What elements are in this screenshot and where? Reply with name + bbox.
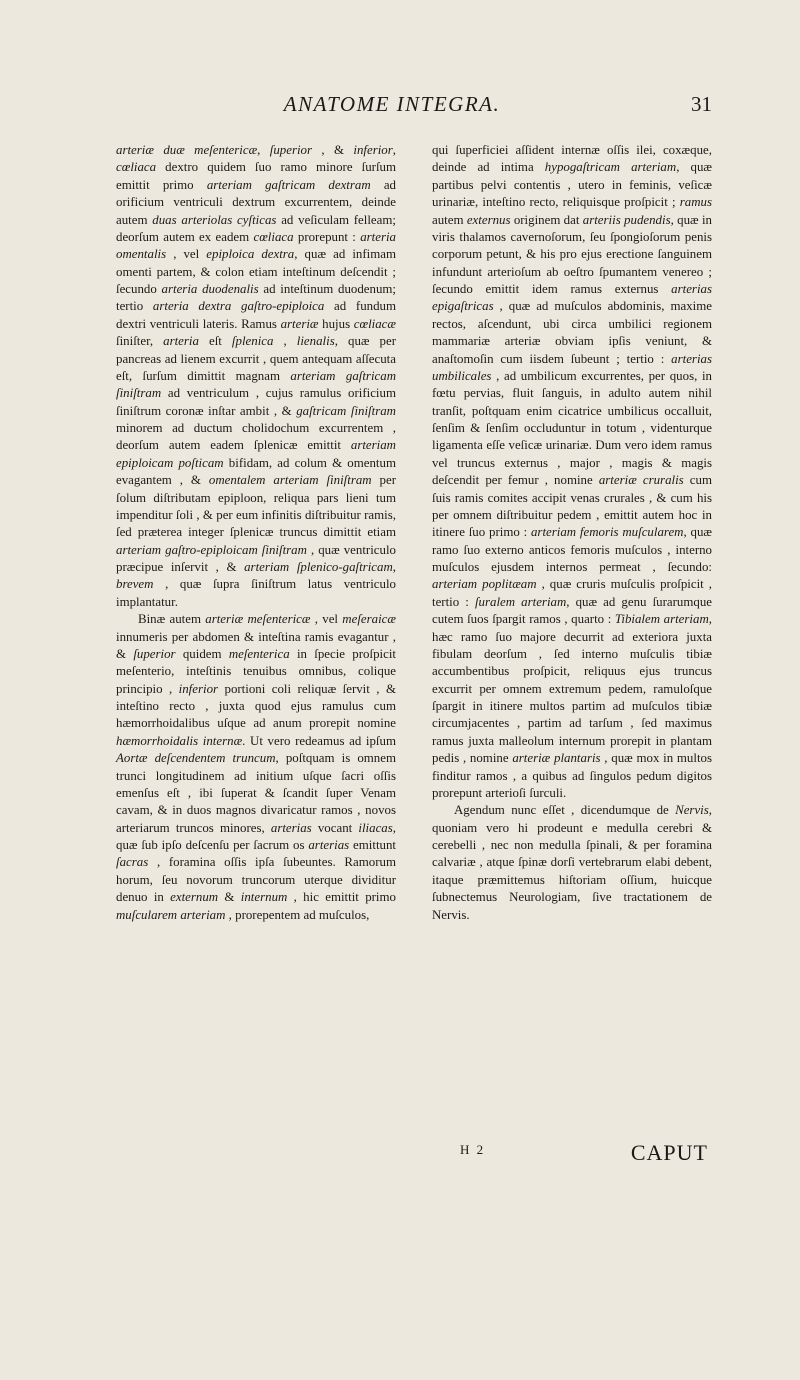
italic-text-run: meſeraicæ <box>342 612 396 627</box>
text-run: ad orificium ventriculi dextrum excurrentem, deinde autem <box>116 177 396 227</box>
italic-text-run: cœliacæ <box>353 316 396 331</box>
text-run: , vel <box>310 612 343 627</box>
italic-text-run: Aortæ deſcendentem truncum <box>116 751 276 766</box>
text-run: emittunt <box>349 838 397 852</box>
italic-text-run: externus <box>466 212 511 227</box>
italic-text-run: hæmorrhoidalis internæ <box>116 733 243 748</box>
text-run: ad fundum dextri ventriculi lateris. Ramus <box>116 299 397 331</box>
italic-text-run: ſuperior <box>133 646 176 661</box>
text-run: , quæ in viris thalamos cavernoſorum, ſeu ſpongioſorum penis corporum petunt, & his pro ejus erectione ſanguinem infundunt arterioſum ab oeſtro ſpumantem venereo ; ſecundo emittit idem ramus externus <box>432 212 712 296</box>
text-run: minorem ad ductum cholidochum excurrentem , deorſum autem eadem ſplenicæ emittit <box>116 421 396 453</box>
italic-text-run: ſplenica <box>231 334 274 349</box>
italic-text-run: arteriam epiploicam poſticam <box>116 438 396 470</box>
text-run: portioni coli reliquæ ſervit , & inteſtino recto , juxta quod ejus ramulus cum hæmorrhoidalibus uſque ad anum prorepit nomine <box>116 681 396 731</box>
italic-text-run: lienalis <box>296 334 335 349</box>
italic-text-run: externum <box>170 890 219 905</box>
text-run: , quæ partibus pelvi contentis , utero in feminis, veſicæ urinariæ, inteſtino recto, reliquisque proſpicit ; <box>432 160 712 210</box>
catchword: CAPUT <box>630 1140 708 1165</box>
text-run: prorepunt : <box>293 229 361 244</box>
italic-text-run: arteriam gaſtricam ſiniſtram <box>116 368 397 401</box>
text-run: , quæ ſupra ſiniſtrum latus ventriculo implantatur. <box>116 577 396 609</box>
italic-text-run: brevem <box>116 577 154 592</box>
text-run: , vel <box>166 247 207 262</box>
text-run: , prorepentem ad muſculos, <box>225 907 370 922</box>
text-run: vocant <box>311 820 359 835</box>
text-run: , foramina oſſis ipſa ſubeuntes. Ramorum horum, ſeu novorum truncorum uterque dividitur denuo in <box>116 855 396 905</box>
text-run: & <box>218 890 241 905</box>
signature-mark: H 2 <box>460 1142 486 1157</box>
left-paragraph-1 <box>116 142 396 611</box>
text-run: dextro quidem ſuo ramo minore ſurſum emittit primo <box>116 160 396 192</box>
italic-text-run: internum <box>240 890 288 905</box>
text-run: eſt <box>198 334 232 349</box>
italic-text-run: inferior <box>178 681 219 696</box>
italic-text-run: ſuperior <box>269 143 313 157</box>
italic-text-run: ſacras <box>116 855 149 870</box>
italic-text-run: arteriæ plantaris <box>512 751 601 766</box>
text-run: , quæ ſub ipſo deſcenſu per ſacrum os <box>116 820 396 852</box>
text-run: innumeris per abdomen & inteſtina ramis evagantur , & <box>116 629 396 661</box>
italic-text-run: arteria duodenalis <box>161 282 259 296</box>
text-run: , <box>273 334 297 349</box>
italic-text-run: arteriam gaſtricam dextram <box>206 177 371 192</box>
italic-text-run: duas arteriolas cyſticas <box>152 212 277 227</box>
italic-text-run: ſuralem arteriam <box>474 594 567 609</box>
italic-text-run: cœliaca <box>116 160 157 175</box>
italic-text-run: hypogaſtricam arteriam <box>544 160 677 175</box>
italic-text-run: arteriam ſplenico-gaſtricam <box>244 560 393 574</box>
page-number: 31 <box>691 92 712 116</box>
text-run: , ad umbilicum excurrentes, per quos, in fœtu pervias, fluit ſanguis, in adulto autem nihil tranſit, poſtquam enim cicatrice umbilicus occalluit, ſenſim & ſenſim occluduntur in totum , videnturque ligamenta eſſe veſicæ urinariæ. Dum vero idem ramus vel truncus externus , major , magis & magis deſcendit per femur , nomine <box>432 368 712 488</box>
text-run: , quæ mox in multos finditur ramos , a quibus ad ſingulos pedum digitos prorepunt arterioſi ſurculi. <box>432 751 712 800</box>
text-run: cum ſuis ramis comites accipit venas crurales , & cum his per omnem diſtribuitur pedem , emittit autem hoc in itinere ſuo primo : <box>432 473 712 540</box>
italic-text-run: cœliaca <box>253 229 294 244</box>
text-run: , quæ ventriculo præcipue inſervit , & <box>116 542 396 574</box>
text-run: , hæc ramo ſuo majore decurrit ad exteriora juxta fibulam deorſum , ſed interno muſculis tibiæ accumbentibus proſpicit, reliquus ejus truncus excurrit per omnem extremum pedem, ramuloſque ſpargit in itinere multos partim ad muſculos tibiæ circumjacentes , partim ad tarſum , ſed maximus ramus juxta malleolum internum prorepit in plantam pedis , nomine <box>432 612 712 766</box>
text-run: per ſolum diſtributam epiploon, reliqua pars lieni tum impenditur ſoli , & per eum infinitis diſtribuitur ramis, ſed præterea integer ſplenicæ truncus dimittit etiam <box>116 473 396 540</box>
text-run: , <box>392 143 396 157</box>
italic-text-run: arteriæ cruralis <box>598 473 684 488</box>
italic-text-run: arteriæ <box>280 316 319 331</box>
italic-text-run: meſenterica <box>228 646 290 661</box>
italic-text-run: arteriis pudendis <box>582 212 671 227</box>
running-title: ANATOME INTEGRA. <box>283 92 501 116</box>
italic-text-run: arteriam poplitæam <box>432 577 537 592</box>
page-header <box>112 92 712 132</box>
italic-text-run: arteriam gaſtro-epiploicam ſiniſtram <box>116 542 307 557</box>
text-run: , quæ per pancreas ad lienem excurrit , quem antequam aſſecuta eſt, ſurſum dimittit magnam <box>116 334 396 383</box>
text-run: , <box>257 143 270 157</box>
text-run: autem <box>432 212 467 227</box>
italic-text-run: Tibialem arteriam <box>614 612 709 627</box>
italic-text-run: arterias <box>308 838 350 852</box>
text-run: , quoniam vero hi prodeunt e medulla cerebri & cerebelli , nec non medulla ſpinali, & per foramina calvariæ , atque ſpinæ dorſi vertebrarum elabi debent, itaque præmittemus hiſtoriam oſſium, huicque ſubnectemus Neurologiam, ſive tractationem de Nervis. <box>432 803 712 922</box>
text-run: . Ut vero redeamus ad ipſum <box>242 733 396 748</box>
text-run: bifidam, ad colum & omentum evagantem , & <box>116 455 396 488</box>
italic-text-run: arterias <box>270 820 312 835</box>
text-run: , <box>392 560 396 574</box>
text-run: in ſpecie proſpicit meſenterio, inteſtinis tenuibus omnibus, colique principio , <box>116 646 396 696</box>
text-run: , quæ ad genu ſurarumque cutem ſuos ſpargit ramos , quarto : <box>432 594 712 627</box>
text-run: quidem <box>175 646 229 661</box>
italic-text-run: muſcularem arteriam <box>116 907 226 922</box>
italic-text-run: arteria omentalis <box>116 229 396 262</box>
left-column <box>116 142 396 924</box>
italic-text-run: Nervis <box>675 803 709 818</box>
text-run: , & <box>312 143 354 157</box>
text-run: ſiniſter, <box>116 334 164 349</box>
italic-text-run: ramus <box>679 195 712 210</box>
right-paragraph-2 <box>432 802 712 924</box>
text-run: originem dat <box>510 212 583 227</box>
italic-text-run: arteria <box>163 334 199 349</box>
italic-text-run: arteriæ meſentericæ <box>205 612 311 627</box>
text-run: , quæ ad muſculos abdominis, maxime rectos, aſcendunt, ubi circa umbilici regionem mammariæ arteriæ obviam ipſis veniunt, & anaſtomoſin cum iisdem ſubeunt ; tertio : <box>432 299 712 366</box>
text-run: Binæ autem <box>138 612 206 627</box>
text-run: , quæ ramo ſuo externo anticos femoris muſculos , interno muſculos ejusdem internos permeat , ſecundo: <box>432 525 712 574</box>
italic-text-run: arterias umbilicales <box>432 351 712 383</box>
italic-text-run: inferior <box>353 143 393 157</box>
text-run: ad veſiculam felleam; deorſum autem ex eadem <box>116 212 396 244</box>
right-paragraph-1 <box>432 142 712 802</box>
text-run: Agendum nunc eſſet , dicendumque de <box>454 803 676 818</box>
italic-text-run: arterias epigaſtricas <box>432 282 712 314</box>
italic-text-run: arteriam femoris muſcularem <box>530 525 684 540</box>
left-paragraph-2 <box>116 611 396 924</box>
page-footer <box>432 1140 712 1170</box>
italic-text-run: omentalem arteriam ſiniſtram <box>208 473 372 488</box>
text-run: ad ventriculum , cujus ramulus orificium ſiniſtrum coronæ inſtar ambit , & <box>116 386 396 418</box>
text-run: , poſtquam is omnem trunci longitudinem ad initium uſque ſacri oſſis emenſus eſt , ibi ſuperat & ſcandit ſuper Venam cavam, & in duos magnos divaricatur ramos , novos arteriarum truncos minores, <box>116 751 396 835</box>
text-run: , hic emittit primo <box>287 890 396 905</box>
italic-text-run: iliacas <box>358 820 393 835</box>
italic-text-run: gaſtricam ſiniſtram <box>296 403 396 418</box>
italic-text-run: arteriæ duæ meſentericæ <box>116 143 258 157</box>
text-run: hujus <box>318 316 354 331</box>
italic-text-run: epiploica dextra <box>206 247 295 262</box>
text-run: qui ſuperficiei aſſident internæ oſſis ilei, coxæque, deinde ad intima <box>432 143 712 175</box>
text-run: ad inteſtinum duodenum; tertio <box>116 282 397 314</box>
right-column <box>432 142 712 924</box>
italic-text-run: arteria dextra gaſtro-epiploica <box>152 299 325 314</box>
text-run: , quæ ad infimam omenti partem, & colon etiam inteſtinum deſcendit ; ſecundo <box>116 247 396 296</box>
text-run: , quæ cruris muſculis proſpicit , tertio : <box>432 577 712 609</box>
